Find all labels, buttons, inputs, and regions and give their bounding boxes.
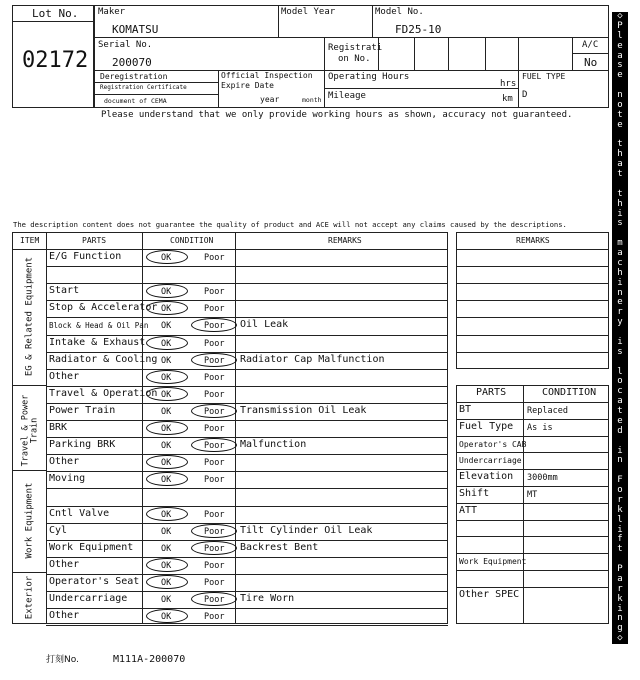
operating-hours-label: Operating Hours bbox=[328, 72, 410, 82]
ac-value: No bbox=[584, 56, 598, 69]
poor-selected-circle bbox=[191, 318, 237, 332]
condition-ok: OK bbox=[161, 475, 172, 485]
month-label: month bbox=[302, 96, 322, 104]
table-row bbox=[46, 437, 448, 454]
condition-ok: OK bbox=[161, 424, 172, 434]
cema-label: document of CEMA bbox=[104, 97, 167, 105]
condition-ok: OK bbox=[161, 373, 172, 383]
row-part: Intake & Exhaust bbox=[49, 337, 146, 348]
table-row bbox=[46, 574, 448, 591]
serial-no-label: Serial No. bbox=[98, 40, 153, 50]
spec-part: Other SPEC bbox=[459, 589, 520, 600]
condition-ok: OK bbox=[161, 441, 172, 451]
fuel-type-label: FUEL TYPE bbox=[522, 72, 566, 81]
row-part: Cntl Valve bbox=[49, 508, 110, 519]
condition-poor: Poor bbox=[204, 527, 225, 537]
condition-ok: OK bbox=[161, 304, 172, 314]
table-row bbox=[46, 249, 448, 266]
spec-part: BT bbox=[459, 404, 472, 415]
right-condition-header: CONDITION bbox=[542, 387, 597, 398]
condition-ok: OK bbox=[161, 612, 172, 622]
ok-selected-circle bbox=[146, 250, 188, 264]
registration-no-label-2: on No. bbox=[338, 54, 371, 64]
condition-ok: OK bbox=[161, 253, 172, 263]
table-row bbox=[46, 352, 448, 369]
maker-label: Maker bbox=[98, 7, 126, 17]
table-row bbox=[46, 420, 448, 437]
condition-poor: Poor bbox=[204, 253, 225, 263]
condition-poor: Poor bbox=[204, 424, 225, 434]
condition-poor: Poor bbox=[204, 561, 225, 571]
ac-label: A/C bbox=[582, 40, 599, 50]
row-part: Work Equipment bbox=[49, 542, 134, 553]
condition-ok: OK bbox=[161, 578, 172, 588]
ok-selected-circle bbox=[146, 507, 188, 521]
header-item: ITEM bbox=[20, 236, 40, 245]
table-row bbox=[46, 471, 448, 488]
deregistration-label: Deregistration bbox=[100, 72, 168, 81]
row-part: Undercarriage bbox=[49, 593, 128, 604]
table-row bbox=[46, 386, 448, 403]
table-row bbox=[46, 317, 448, 334]
table-row bbox=[46, 335, 448, 352]
ok-selected-circle bbox=[146, 421, 188, 435]
disclaimer: The description content does not guarantee the quality of product and ACE will not accept any claims caused by the descriptions. bbox=[13, 220, 567, 229]
official-inspection-label: Official Inspection bbox=[221, 71, 313, 80]
group-label-exterior: Exterior bbox=[24, 575, 35, 620]
row-part: E/G Function bbox=[49, 251, 122, 262]
poor-selected-circle bbox=[191, 438, 237, 452]
header-condition: CONDITION bbox=[170, 236, 214, 245]
row-remark: Tire Worn bbox=[240, 593, 295, 604]
registration-certificate-label: Registration Certificate bbox=[100, 84, 187, 91]
condition-poor: Poor bbox=[204, 339, 225, 349]
row-remark: Tilt Cylinder Oil Leak bbox=[240, 525, 373, 536]
ok-selected-circle bbox=[146, 336, 188, 350]
row-part: Stop & Accelerator bbox=[49, 302, 158, 313]
group-label-travel: Travel & Power Train bbox=[20, 394, 39, 467]
condition-ok: OK bbox=[161, 356, 172, 366]
condition-poor: Poor bbox=[204, 578, 225, 588]
fuel-type-value: D bbox=[522, 90, 528, 100]
condition-poor: Poor bbox=[204, 373, 225, 383]
condition-poor: Poor bbox=[204, 510, 225, 520]
stamp-value: M111A-200070 bbox=[113, 654, 186, 665]
condition-ok: OK bbox=[161, 561, 172, 571]
row-part: Power Train bbox=[49, 405, 116, 416]
ok-selected-circle bbox=[146, 284, 188, 298]
condition-poor: Poor bbox=[204, 304, 225, 314]
row-part: Cyl bbox=[49, 525, 68, 536]
year-label: year bbox=[260, 95, 280, 104]
table-row bbox=[46, 540, 448, 557]
condition-poor: Poor bbox=[204, 612, 225, 622]
spec-condition: As is bbox=[527, 423, 553, 433]
row-part: BRK bbox=[49, 422, 68, 433]
row-part: Block & Head & Oil Pan bbox=[49, 321, 149, 330]
group-label-work: Work Equipment bbox=[24, 482, 35, 559]
table-row bbox=[46, 369, 448, 386]
row-part: Travel & Operation bbox=[49, 388, 158, 399]
spec-part: Shift bbox=[459, 488, 490, 499]
row-remark: Radiator Cap Malfunction bbox=[240, 354, 385, 365]
spec-condition: 3000mm bbox=[527, 473, 558, 483]
condition-poor: Poor bbox=[204, 321, 225, 331]
expire-date-label: Expire Date bbox=[221, 81, 274, 90]
table-row bbox=[46, 300, 448, 317]
table-row bbox=[46, 454, 448, 471]
spec-condition: MT bbox=[527, 490, 538, 500]
serial-no-value: 200070 bbox=[112, 56, 152, 69]
right-parts-header: PARTS bbox=[476, 387, 507, 398]
right-remarks-header: REMARKS bbox=[516, 236, 550, 245]
mileage-label: Mileage bbox=[328, 91, 366, 101]
condition-ok: OK bbox=[161, 527, 172, 537]
poor-selected-circle bbox=[191, 524, 237, 538]
location-note-sidebar: ◇ P l e a s e n o t e t h a t t h i s m a c h i n e r y i s l o c a t e d i n F o r k l i f t P a r k i n g ◇ bbox=[612, 12, 628, 644]
header-parts: PARTS bbox=[82, 236, 107, 245]
spec-part: Work Equipment bbox=[459, 557, 527, 566]
lot-no-label: Lot No. bbox=[32, 7, 79, 20]
condition-poor: Poor bbox=[204, 287, 225, 297]
poor-selected-circle bbox=[191, 404, 237, 418]
condition-poor: Poor bbox=[204, 407, 225, 417]
condition-ok: OK bbox=[161, 407, 172, 417]
table-row bbox=[46, 506, 448, 523]
table-row bbox=[46, 523, 448, 540]
hrs-label: hrs bbox=[500, 79, 517, 89]
condition-poor: Poor bbox=[204, 356, 225, 366]
poor-selected-circle bbox=[191, 353, 237, 367]
model-no-value: FD25-10 bbox=[395, 23, 442, 36]
header-remarks: REMARKS bbox=[328, 236, 362, 245]
model-no-label: Model No. bbox=[375, 7, 424, 17]
condition-ok: OK bbox=[161, 339, 172, 349]
table-row bbox=[46, 283, 448, 300]
row-part: Operator's Seat bbox=[49, 576, 140, 587]
ok-selected-circle bbox=[146, 455, 188, 469]
row-part: Other bbox=[49, 371, 80, 382]
group-label-eg: EG & Related Equipment bbox=[24, 256, 35, 377]
condition-ok: OK bbox=[161, 321, 172, 331]
hours-notice: Please understand that we only provide working hours as shown, accuracy not guaranteed. bbox=[101, 110, 573, 120]
condition-poor: Poor bbox=[204, 595, 225, 605]
spec-condition: Replaced bbox=[527, 406, 568, 416]
row-part: Moving bbox=[49, 473, 86, 484]
table-row bbox=[46, 403, 448, 420]
ok-selected-circle bbox=[146, 387, 188, 401]
model-year-label: Model Year bbox=[281, 7, 336, 17]
ok-selected-circle bbox=[146, 575, 188, 589]
condition-poor: Poor bbox=[204, 544, 225, 554]
row-part: Other bbox=[49, 610, 80, 621]
condition-ok: OK bbox=[161, 595, 172, 605]
row-remark: Oil Leak bbox=[240, 319, 289, 330]
row-remark: Malfunction bbox=[240, 439, 307, 450]
ok-selected-circle bbox=[146, 301, 188, 315]
row-part: Start bbox=[49, 285, 80, 296]
condition-ok: OK bbox=[161, 510, 172, 520]
row-remark: Transmission Oil Leak bbox=[240, 405, 367, 416]
table-row bbox=[46, 591, 448, 608]
row-part: Other bbox=[49, 559, 80, 570]
ok-selected-circle bbox=[146, 609, 188, 623]
maker-value: KOMATSU bbox=[112, 23, 159, 36]
spec-part: ATT bbox=[459, 505, 478, 516]
poor-selected-circle bbox=[191, 592, 237, 606]
poor-selected-circle bbox=[191, 541, 237, 555]
condition-ok: OK bbox=[161, 390, 172, 400]
condition-poor: Poor bbox=[204, 441, 225, 451]
stamp-label: 打刻No. bbox=[46, 655, 79, 665]
table-row bbox=[46, 488, 448, 505]
condition-ok: OK bbox=[161, 544, 172, 554]
row-remark: Backrest Bent bbox=[240, 542, 319, 553]
ok-selected-circle bbox=[146, 472, 188, 486]
condition-ok: OK bbox=[161, 458, 172, 468]
row-part: Other bbox=[49, 456, 80, 467]
condition-ok: OK bbox=[161, 287, 172, 297]
ok-selected-circle bbox=[146, 370, 188, 384]
registration-no-label: Registrati bbox=[328, 43, 383, 53]
km-label: km bbox=[502, 94, 513, 104]
spec-part: Fuel Type bbox=[459, 421, 514, 432]
spec-part: Undercarriage bbox=[459, 456, 522, 465]
table-row bbox=[46, 557, 448, 574]
spec-part: Operator's CAB bbox=[459, 440, 527, 449]
row-part: Parking BRK bbox=[49, 439, 116, 450]
condition-poor: Poor bbox=[204, 390, 225, 400]
lot-no-value: 02172 bbox=[22, 48, 89, 73]
ok-selected-circle bbox=[146, 558, 188, 572]
condition-poor: Poor bbox=[204, 475, 225, 485]
table-row bbox=[46, 608, 448, 625]
spec-part: Elevation bbox=[459, 471, 514, 482]
table-row bbox=[46, 266, 448, 283]
condition-poor: Poor bbox=[204, 458, 225, 468]
row-part: Radiator & Cooling bbox=[49, 354, 158, 365]
